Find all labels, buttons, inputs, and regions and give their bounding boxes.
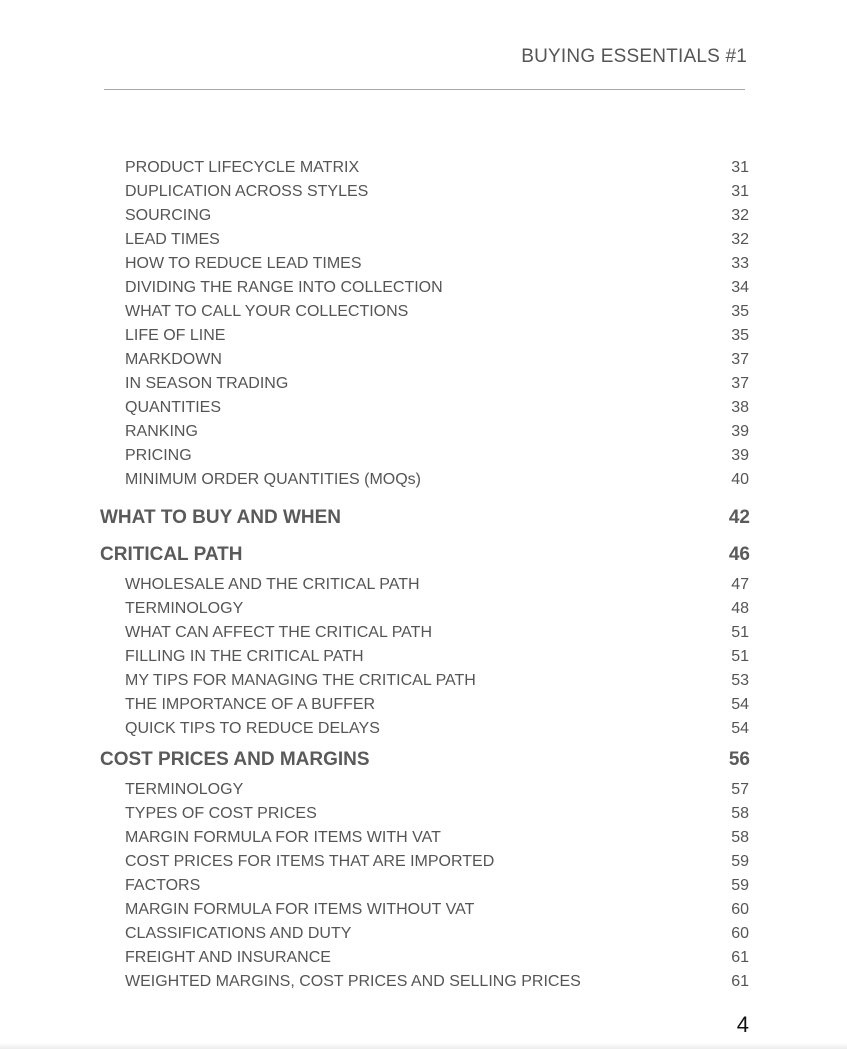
toc-entry[interactable] xyxy=(100,645,750,669)
toc-entry-page: 53 xyxy=(731,672,749,689)
toc-entry[interactable] xyxy=(100,228,750,252)
toc-entry[interactable] xyxy=(100,348,750,372)
toc-entry[interactable] xyxy=(100,276,750,300)
toc-entry-page: 32 xyxy=(731,231,749,248)
toc-entry-page: 47 xyxy=(731,576,749,593)
toc-entry[interactable] xyxy=(100,669,750,693)
page-edge-shadow xyxy=(0,1043,847,1049)
toc-entry-page: 35 xyxy=(731,327,749,344)
toc-entry[interactable] xyxy=(100,420,750,444)
toc-entry-label: CLASSIFICATIONS AND DUTY xyxy=(125,925,352,942)
toc-entry[interactable] xyxy=(100,204,750,228)
toc-entry-page: 32 xyxy=(731,207,749,224)
toc-entry-label: LIFE OF LINE xyxy=(125,327,226,344)
toc-entry-label: SOURCING xyxy=(125,207,212,224)
toc-entry-page: 61 xyxy=(731,973,749,990)
toc-entry-label: QUICK TIPS TO REDUCE DELAYS xyxy=(125,720,380,737)
toc-entry[interactable] xyxy=(100,300,750,324)
toc-entry-label: DIVIDING THE RANGE INTO COLLECTION xyxy=(125,279,443,296)
toc-entry-page: 60 xyxy=(731,925,749,942)
toc-entry-label: MY TIPS FOR MANAGING THE CRITICAL PATH xyxy=(125,672,476,689)
toc-entry[interactable] xyxy=(100,717,750,741)
toc-entry-label: LEAD TIMES xyxy=(125,231,220,248)
toc-entry[interactable] xyxy=(100,946,750,970)
toc-entry[interactable] xyxy=(100,826,750,850)
toc-entry-page: 54 xyxy=(731,720,749,737)
toc-entry-label: MARKDOWN xyxy=(125,351,222,368)
toc-entry-page: 31 xyxy=(731,159,749,176)
toc-entry-label: HOW TO REDUCE LEAD TIMES xyxy=(125,255,362,272)
toc-entry[interactable] xyxy=(100,156,750,180)
toc-entry-page: 38 xyxy=(731,399,749,416)
page-number: 4 xyxy=(736,1012,749,1037)
toc-entry-label: QUANTITIES xyxy=(125,399,222,416)
toc-entry-label: PRODUCT LIFECYCLE MATRIX xyxy=(125,159,360,176)
toc-section-cost-prices[interactable] xyxy=(100,741,750,778)
toc-entry-page: 58 xyxy=(731,805,749,822)
toc-entry-page: 48 xyxy=(731,600,749,617)
toc-entry[interactable] xyxy=(100,850,750,874)
toc-entry-page: 58 xyxy=(731,829,749,846)
toc-section-page: 46 xyxy=(728,544,750,565)
toc-entry-page: 37 xyxy=(731,375,749,392)
table-of-contents xyxy=(100,156,750,994)
toc-entry-page: 54 xyxy=(731,696,749,713)
toc-entry-page: 31 xyxy=(731,183,749,200)
toc-section-critical-path[interactable] xyxy=(100,536,750,573)
toc-entry-page: 57 xyxy=(731,781,749,798)
toc-entry-label: WEIGHTED MARGINS, COST PRICES AND SELLING PRICES xyxy=(125,973,581,990)
toc-entry-label: WHAT TO CALL YOUR COLLECTIONS xyxy=(125,303,409,320)
toc-entry[interactable] xyxy=(100,444,750,468)
toc-entry-label: FACTORS xyxy=(125,877,201,894)
toc-entry[interactable] xyxy=(100,693,750,717)
toc-entry-label: COST PRICES FOR ITEMS THAT ARE IMPORTED xyxy=(125,853,495,870)
toc-entry[interactable] xyxy=(100,324,750,348)
toc-section-what-to-buy[interactable] xyxy=(100,499,750,536)
toc-section-label: COST PRICES AND MARGINS xyxy=(100,749,370,770)
toc-entry[interactable] xyxy=(100,802,750,826)
toc-entry[interactable] xyxy=(100,180,750,204)
toc-entry[interactable] xyxy=(100,372,750,396)
toc-entry-page: 61 xyxy=(731,949,749,966)
toc-entry[interactable] xyxy=(100,597,750,621)
toc-entry[interactable] xyxy=(100,898,750,922)
toc-entry-page: 60 xyxy=(731,901,749,918)
toc-entry[interactable] xyxy=(100,252,750,276)
header-divider xyxy=(104,89,745,90)
toc-entry-page: 35 xyxy=(731,303,749,320)
toc-entry-label: WHOLESALE AND THE CRITICAL PATH xyxy=(125,576,420,593)
toc-entry-label: TERMINOLOGY xyxy=(125,600,244,617)
toc-entry[interactable] xyxy=(100,778,750,802)
toc-section-page: 56 xyxy=(728,749,750,770)
toc-entry[interactable] xyxy=(100,621,750,645)
toc-entry-label: MARGIN FORMULA FOR ITEMS WITH VAT xyxy=(125,829,441,846)
toc-entry-page: 51 xyxy=(731,648,749,665)
toc-entry[interactable] xyxy=(100,573,750,597)
toc-entry[interactable] xyxy=(100,922,750,946)
toc-entry-label: TERMINOLOGY xyxy=(125,781,244,798)
toc-entry-page: 59 xyxy=(731,877,749,894)
toc-entry-label: MARGIN FORMULA FOR ITEMS WITHOUT VAT xyxy=(125,901,475,918)
toc-entry[interactable] xyxy=(100,874,750,898)
toc-entry-page: 59 xyxy=(731,853,749,870)
toc-entry-page: 37 xyxy=(731,351,749,368)
toc-section-label: CRITICAL PATH xyxy=(100,544,243,565)
toc-section-label: WHAT TO BUY AND WHEN xyxy=(100,507,342,528)
toc-entry[interactable] xyxy=(100,396,750,420)
toc-entry-label: MINIMUM ORDER QUANTITIES (MOQs) xyxy=(125,471,421,488)
toc-entry[interactable] xyxy=(100,468,750,492)
header-title: BUYING ESSENTIALS #1 xyxy=(521,46,747,67)
toc-entry-label: FREIGHT AND INSURANCE xyxy=(125,949,331,966)
toc-entry-label: TYPES OF COST PRICES xyxy=(125,805,317,822)
toc-entry-label: THE IMPORTANCE OF A BUFFER xyxy=(125,696,376,713)
toc-section-page: 42 xyxy=(728,507,750,528)
toc-entry-page: 34 xyxy=(731,279,749,296)
toc-entry-label: DUPLICATION ACROSS STYLES xyxy=(125,183,369,200)
toc-entry-label: IN SEASON TRADING xyxy=(125,375,289,392)
toc-entry-label: PRICING xyxy=(125,447,192,464)
toc-entry-page: 40 xyxy=(731,471,749,488)
toc-entry-page: 39 xyxy=(731,447,749,464)
toc-entry-page: 51 xyxy=(731,624,749,641)
toc-entry-label: RANKING xyxy=(125,423,198,440)
toc-entry-page: 39 xyxy=(731,423,749,440)
toc-entry[interactable] xyxy=(100,970,750,994)
toc-entry-label: WHAT CAN AFFECT THE CRITICAL PATH xyxy=(125,624,432,641)
toc-entry-page: 33 xyxy=(731,255,749,272)
toc-entry-label: FILLING IN THE CRITICAL PATH xyxy=(125,648,364,665)
